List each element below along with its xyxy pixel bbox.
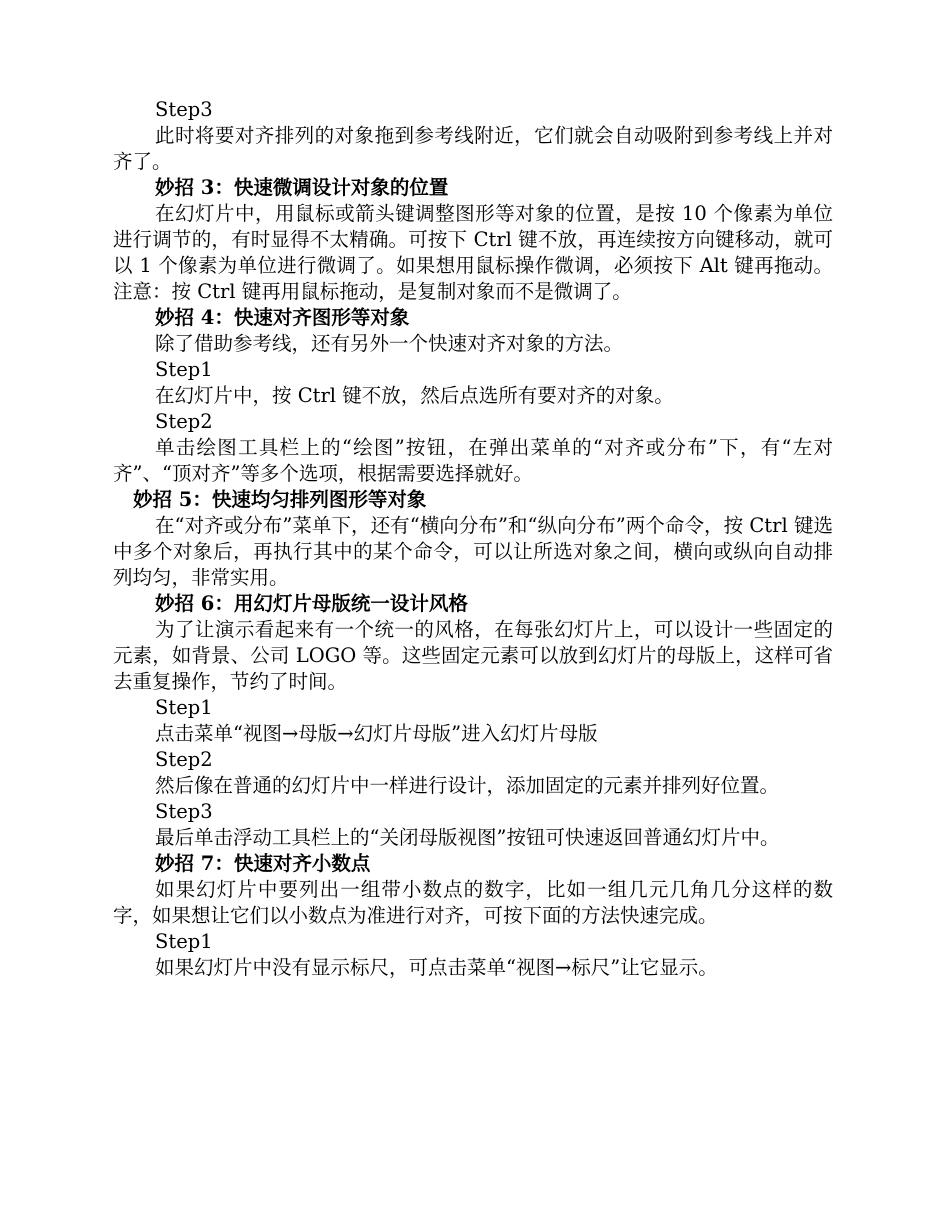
paragraph: 在幻灯片中，按 Ctrl 键不放，然后点选所有要对齐的对象。 <box>155 384 674 407</box>
step-label: Step2 <box>155 410 213 433</box>
paragraph: 点击菜单“视图→母版→幻灯片母版”进入幻灯片母版 <box>155 722 598 745</box>
section-heading: 妙招 5：快速均匀排列图形等对象 <box>133 488 427 511</box>
paragraph: 在幻灯片中，用鼠标或箭头键调整图形等对象的位置，是按 10 个像素为单位进行调节的，有时显得不太精确。可按下 Ctrl 键不放，再连续按方向键移动，就可以 1 个像素为单位进行微调了。如果想用鼠标操作微调，必须按下 Alt 键再拖动。注意：按 Ctrl 键再用鼠标拖动，是复制对象而不是微调了。 <box>113 202 833 303</box>
paragraph: 为了让演示看起来有一个统一的风格，在每张幻灯片上，可以设计一些固定的元素，如背景、公司 LOGO 等。这些固定元素可以放到幻灯片的母版上，这样可省去重复操作，节约了时间。 <box>113 618 833 693</box>
section-heading: 妙招 6：用幻灯片母版统一设计风格 <box>155 592 468 615</box>
paragraph: 最后单击浮动工具栏上的“关闭母版视图”按钮可快速返回普通幻灯片中。 <box>155 826 780 849</box>
paragraph: 然后像在普通的幻灯片中一样进行设计，添加固定的元素并排列好位置。 <box>155 774 780 797</box>
paragraph: 如果幻灯片中要列出一组带小数点的数字，比如一组几元几角几分这样的数字，如果想让它们以小数点为准进行对齐，可按下面的方法快速完成。 <box>113 878 833 927</box>
paragraph: 单击绘图工具栏上的“绘图”按钮，在弹出菜单的“对齐或分布”下，有“左对齐”、“顶对齐”等多个选项，根据需要选择就好。 <box>113 436 833 485</box>
paragraph: 在“对齐或分布”菜单下，还有“横向分布”和“纵向分布”两个命令，按 Ctrl 键选中多个对象后，再执行其中的某个命令，可以让所选对象之间，横向或纵向自动排列均匀，非常实用。 <box>113 514 833 589</box>
step-label: Step3 <box>155 800 213 823</box>
paragraph: 此时将要对齐排列的对象拖到参考线附近，它们就会自动吸附到参考线上并对齐了。 <box>113 124 833 173</box>
step-label: Step1 <box>155 358 213 381</box>
document-body <box>113 97 833 981</box>
section-heading: 妙招 4：快速对齐图形等对象 <box>155 306 410 329</box>
paragraph: 如果幻灯片中没有显示标尺，可点击菜单“视图→标尺”让它显示。 <box>155 956 718 979</box>
section-heading: 妙招 3：快速微调设计对象的位置 <box>155 176 449 199</box>
section-heading: 妙招 7：快速对齐小数点 <box>155 852 371 875</box>
step-label: Step1 <box>155 696 213 719</box>
paragraph: 除了借助参考线，还有另外一个快速对齐对象的方法。 <box>155 332 624 355</box>
step-label: Step1 <box>155 930 213 953</box>
step-label: Step3 <box>155 98 213 121</box>
step-label: Step2 <box>155 748 213 771</box>
